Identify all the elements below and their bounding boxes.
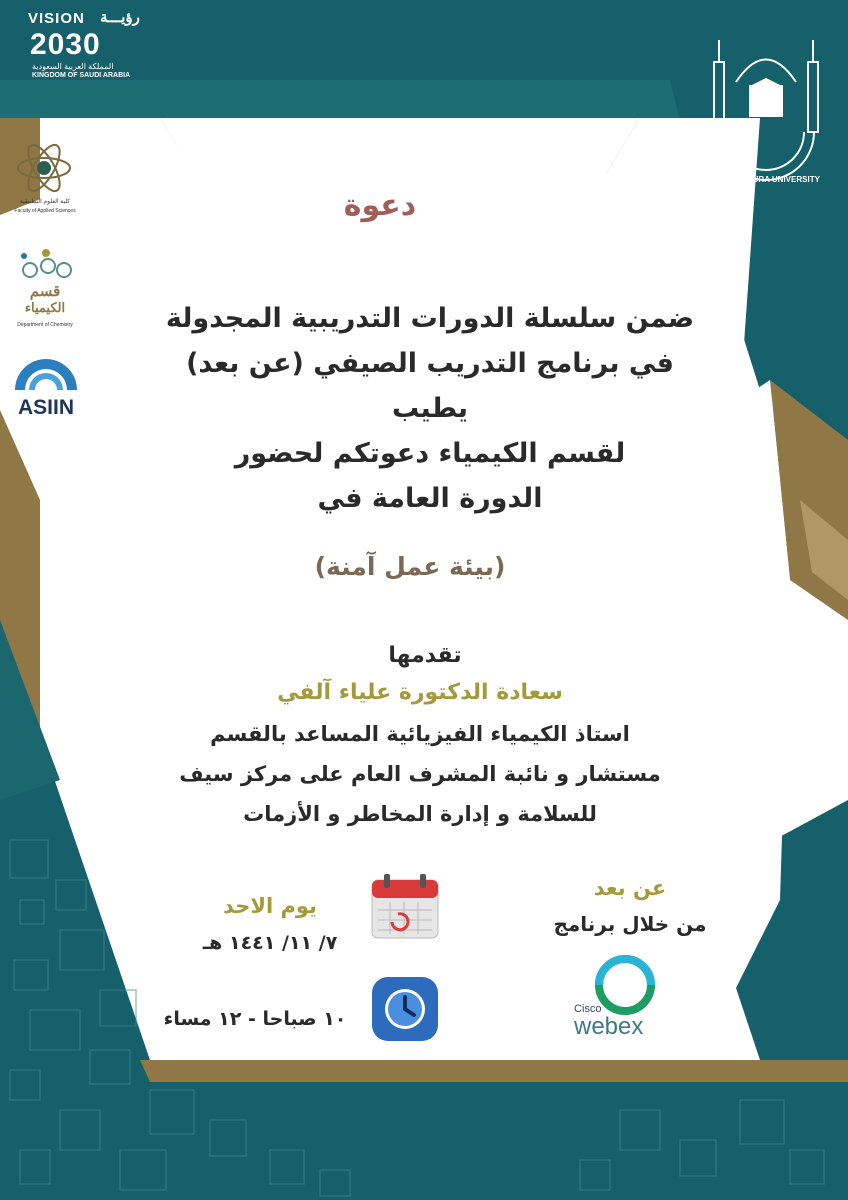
vision-country-ar: المملكة العربية السعودية <box>32 62 114 71</box>
invitation-title: دعوة <box>343 188 417 223</box>
calendar-icon <box>370 872 440 940</box>
faculty-name-en: Faculty of Applied Sciences <box>14 208 76 214</box>
speaker-name: سعادة الدكتورة علياء آلفي <box>277 680 563 705</box>
chemistry-department-logo <box>10 248 80 334</box>
department-name-line1: قسم <box>29 283 61 300</box>
clock-icon <box>370 975 440 1043</box>
delivery-mode: عن بعد <box>593 876 667 900</box>
atom-icon <box>14 140 74 196</box>
asiin-arc-icon <box>11 352 81 392</box>
intro-line: الدورة العامة في <box>317 483 543 514</box>
event-time: ١٠ صباحا - ١٢ مساء <box>163 1008 347 1030</box>
vision-2030-logo <box>22 8 172 80</box>
webex-cisco-label: Cisco <box>574 1003 602 1015</box>
event-date: ٧/ ١١/ ١٤٤١ هـ <box>202 932 338 954</box>
molecule-icon <box>16 248 76 282</box>
vision-arabic-label: رؤيـــة <box>100 9 140 26</box>
speaker-role-line: للسلامة و إدارة المخاطر و الأزمات <box>243 802 597 826</box>
speaker-role-line: استاذ الكيمياء الفيزيائية المساعد بالقسم <box>210 722 630 746</box>
intro-line: في برنامج التدريب الصيفي (عن بعد) يطيب <box>186 348 674 424</box>
speaker-role-line: مستشار و نائبة المشرف العام على مركز سيف <box>179 762 661 786</box>
webex-logo <box>560 955 690 1045</box>
university-seal-icon <box>706 32 826 192</box>
vision-label: VISION <box>28 10 85 27</box>
department-name-line2: الكيمياء <box>24 300 66 315</box>
webex-brand-label: webex <box>574 1013 644 1040</box>
faculty-name-ar: كلية العلوم التطبيقية <box>19 199 71 205</box>
event-day: يوم الاحد <box>223 894 317 918</box>
department-name-en: Department of Chemistry <box>17 322 73 328</box>
invitation-intro <box>160 296 700 521</box>
delivery-via: من خلال برنامج <box>553 912 707 936</box>
university-logo <box>706 32 826 192</box>
asiin-logo <box>8 352 84 426</box>
course-name: (بيئة عمل آمنة) <box>314 552 506 581</box>
asiin-name: ASIIN <box>17 396 74 419</box>
intro-line: ضمن سلسلة الدورات التدريبية المجدولة <box>165 303 695 334</box>
vision-year: 2030 <box>30 28 101 61</box>
faculty-logo <box>10 140 80 222</box>
presented-by-label: تقدمها <box>388 643 462 668</box>
intro-line: لقسم الكيمياء دعوتكم لحضور <box>234 438 626 469</box>
vision-country-en: KINGDOM OF SAUDI ARABIA <box>32 72 131 79</box>
university-name: UMM AL-QURA UNIVERSITY <box>712 175 820 184</box>
